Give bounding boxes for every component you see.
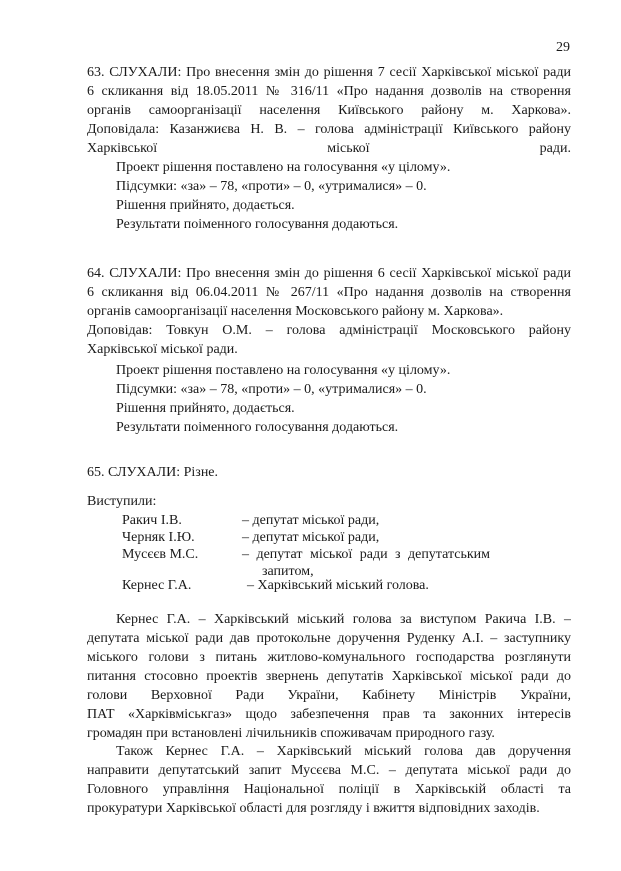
speaker-name: Мусєєв М.С. [122,547,199,562]
paragraph-kernes-instruction: Кернес Г.А. – Харківський міський голова за виступом Ракича І.В. – депутата міської ради дав протокольне доручення Руденку А.І. – заступнику міського голови з питань житлово-комунального господарства розглянути питання стосовно проектів звернень депутатів Харківської міської ради до голови Верховної Ради України, Кабінету Міністрів України, ПАТ «Харківміськгаз» щодо забезпечення прав та законних інтересів громадян при встановлені лічильників споживачам природного газу. [87,612,571,741]
speaker-name: Кернес Г.А. [122,578,192,593]
speaker-role: – депутат міської ради, [242,530,380,545]
item-63-vote: Проект рішення поставлено на голосування «у цілому». Підсумки: «за» – 78, «проти» – 0, «утрималися» – 0. Рішення прийнято, додається. Результати поіменного голосування додаються. [116,160,451,232]
item-65-heading: 65. СЛУХАЛИ: Різне. [87,465,219,480]
speaker-role: – депутат міської ради з депутатським [242,547,490,562]
speakers-label: Виступили: [87,494,157,509]
speaker-role-continuation: запитом, [262,564,314,579]
speaker-role: – Харківський міський голова. [247,578,429,593]
speaker-role: – депутат міської ради, [242,513,380,528]
item-64-heading: 64. СЛУХАЛИ: Про внесення змін до рішення 6 сесії Харківської міської ради 6 скликання від 06.04.2011 № 267/11 «Про надання дозволів на створення органів самоорганізації населення Московського району м. Харкова». Доповідав: Товкун О.М. – голова адміністрації Московського району Харківської міської ради. [87,266,571,357]
item-63-heading: 63. СЛУХАЛИ: Про внесення змін до рішення 7 сесії Харківської міської ради 6 скликання від 18.05.2011 № 316/11 «Про надання дозволів на створення органів самоорганізації населення Київського району м. Харкова». Доповідала: Казанжиєва Н. В. – голова адміністрації Київського району Харківської міської ради. [87,65,571,156]
item-64-vote: Проект рішення поставлено на голосування «у цілому». Підсумки: «за» – 78, «проти» – 0, «утрималися» – 0. Рішення прийнято, додається. Результати поіменного голосування додаються. [116,363,451,435]
paragraph-deputy-request: Також Кернес Г.А. – Харківський міський голова дав доручення направити депутатський запит Мусєєва М.С. – депутата міської ради до Головного управління Національної поліції в Харківській області та прокуратури Харківської області для розгляду і вжиття відповідних заходів. [87,744,571,816]
speaker-name: Черняк І.Ю. [122,530,195,545]
page-number: 29 [556,40,570,55]
speaker-name: Ракич І.В. [122,513,182,528]
